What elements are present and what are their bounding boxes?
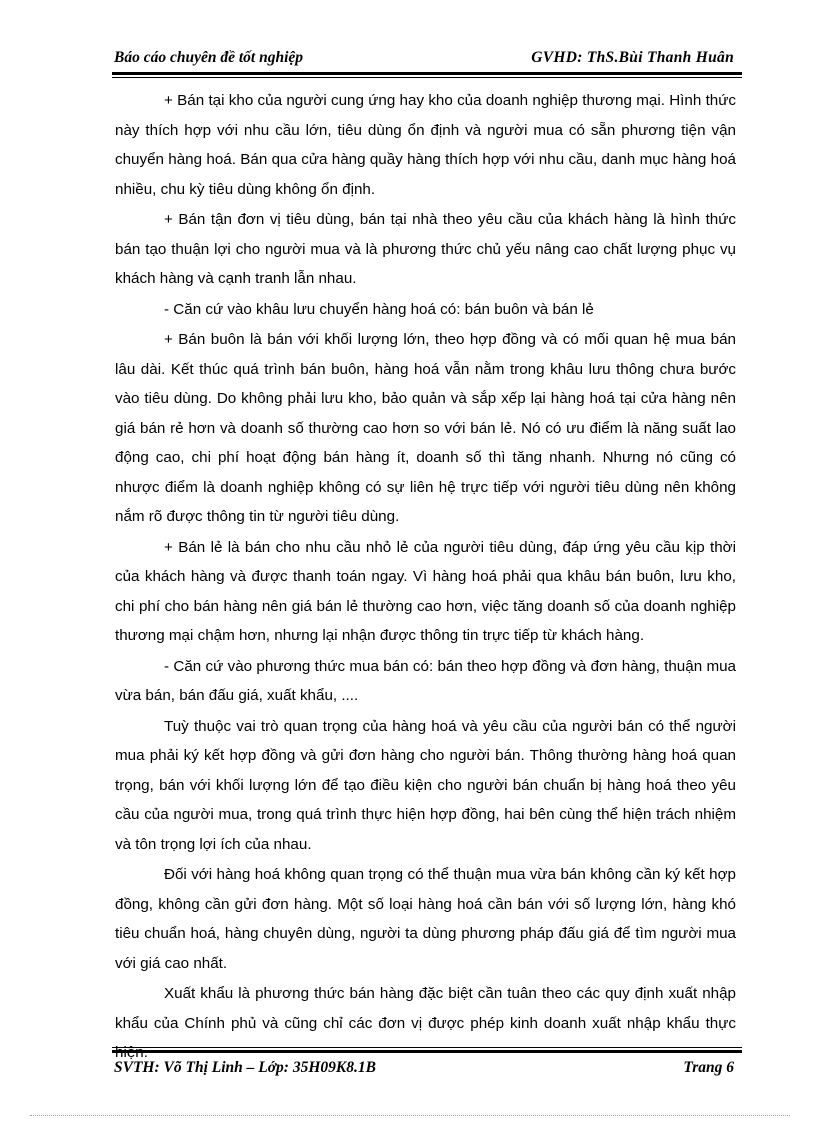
header-advisor: GVHD: ThS.Bùi Thanh Huân: [531, 49, 734, 66]
document-body: [115, 86, 736, 1068]
paragraph-6: - Căn cứ vào phương thức mua bán có: bán theo hợp đồng và đơn hàng, thuận mua vừa bán, bán đấu giá, xuất khẩu, ....: [115, 657, 736, 704]
paragraph-8: Đối với hàng hoá không quan trọng có thể thuận mua vừa bán không cần ký kết hợp đồng, không cần gửi đơn hàng. Một số loại hàng hoá cần bán với số lượng lớn, hàng khó tiêu chuẩn hoá, hàng chuyên dùng, người ta dùng phương pháp đấu giá để tìm người mua với giá cao nhất.: [115, 866, 736, 972]
header-rule-thin: [112, 77, 742, 78]
page-header: [114, 47, 736, 70]
paragraph-7: Tuỳ thuộc vai trò quan trọng của hàng hoá và yêu cầu của người bán có thể người mua phải ký kết hợp đồng và gửi đơn hàng cho người bán. Thông thường hàng hoá quan trọng, bán với khối lượng lớn để tạo điều kiện cho người bán chuẩn bị hàng hoá theo yêu cầu của người mua, trong quá trình thực hiện hợp đồng, hai bên cùng thể hiện trách nhiệm và tôn trọng lợi ích của nhau.: [115, 717, 736, 853]
paragraph-9: Xuất khẩu là phương thức bán hàng đặc biệt cần tuân theo các quy định xuất nhập khẩu của Chính phủ và cũng chỉ các đơn vị được phép kinh doanh xuất nhập khẩu thực: [115, 985, 736, 1032]
paragraph-2: + Bán tận đơn vị tiêu dùng, bán tại nhà theo yêu cầu của khách hàng là hình thức bán tạo thuận lợi cho người mua và là phương thức chủ yếu nâng cao chất lượng phục vụ khách hàng và cạnh tranh lẫn nhau.: [115, 211, 736, 287]
page-footer: [114, 1055, 736, 1079]
footer-rule-thin: [112, 1047, 742, 1048]
header-report-title: Báo cáo chuyên đề tốt nghiệp: [114, 49, 304, 66]
footer-rule-thick: [112, 1050, 742, 1053]
paragraph-4: + Bán buôn là bán với khối lượng lớn, theo hợp đồng và có mối quan hệ mua bán lâu dài. Kết thúc quá trình bán buôn, hàng hoá vẫn nằm trong khâu lưu thông chưa bước vào tiêu dùng. Do không phải lưu kho, bảo quản và sắp xếp lại hàng hoá tại cửa hàng nên giá bán rẻ hơn và doanh số thường cao hơn so với bán lẻ. Nó có ưu điểm là năng suất lao động cao, chi phí hoạt động bán hàng ít, doanh số thì tăng nhanh. Nhưng nó cũng có nhược điểm là doanh nghiệp không có sự liên hệ trực tiếp với người tiêu dùng nên không nắm rõ được thông tin từ người tiêu dùng.: [115, 331, 736, 525]
header-rule-thick: [112, 72, 742, 75]
paragraph-5: + Bán lẻ là bán cho nhu cầu nhỏ lẻ của người tiêu dùng, đáp ứng yêu cầu kịp thời của khách hàng và được thanh toán ngay. Vì hàng hoá phải qua khâu bán buôn, lưu kho, chi phí cho bán hàng nên giá bán lẻ thường cao hơn, việc tăng doanh số của doanh nghiệp thương mại chậm hơn, nhưng lại nhận được thông tin trực tiếp từ khách hàng.: [115, 538, 736, 644]
paragraph-3: - Căn cứ vào khâu lưu chuyển hàng hoá có: bán buôn và bán lẻ: [164, 300, 594, 318]
page-bottom-border: [30, 1115, 790, 1116]
paragraph-1: + Bán tại kho của người cung ứng hay kho của doanh nghiệp thương mại. Hình thức này thích hợp với nhu cầu lớn, tiêu dùng ổn định và người mua có sẵn phương tiện vận chuyển hàng hoá. Bán qua cửa hàng quầy hàng thích hợp với nhu cầu, danh mục hàng hoá nhiều, chu kỳ tiêu dùng không ổn định.: [115, 92, 736, 198]
footer-author: SVTH: Võ Thị Linh – Lớp: 35H09K8.1B: [114, 1059, 376, 1076]
footer-page-number: Trang 6: [683, 1059, 734, 1076]
